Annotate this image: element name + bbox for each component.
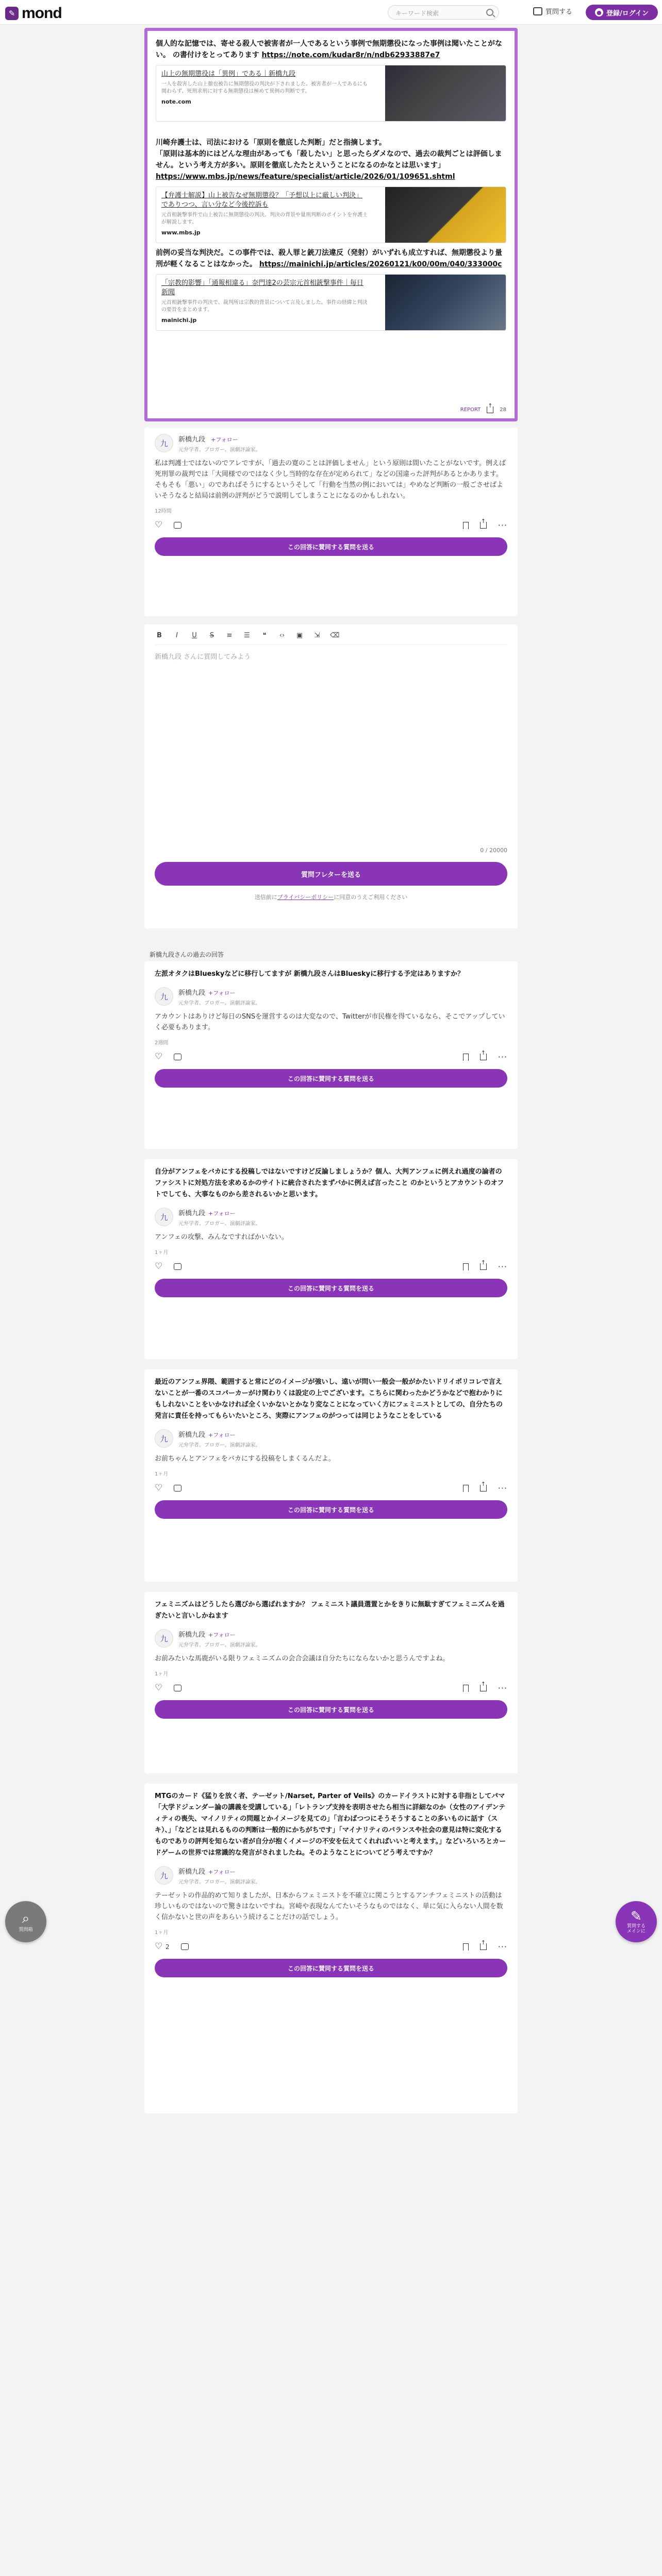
- share-icon[interactable]: [480, 1485, 487, 1492]
- floating-ask-label: 質問する メインに: [626, 1924, 646, 1934]
- answer-timestamp: 1ヶ月: [155, 1930, 169, 1936]
- answer-actions: [155, 1052, 507, 1062]
- question-box-icon: [533, 7, 542, 15]
- send-related-question-button[interactable]: この回答に賛同する質問を送る: [155, 1069, 507, 1088]
- ordered-list-tool[interactable]: ☰: [244, 632, 250, 639]
- clear-tool[interactable]: ⌫: [330, 632, 340, 639]
- logo-icon: ✎: [5, 7, 19, 20]
- question-footer: [156, 406, 506, 413]
- link-preview-desc: 一人を殺害した山上徹也被告に無期懲役の判決が下されました。被害者が一人であるにも関わらず、死刑求刑に対する無期懲役は極めて異例の判断です。: [161, 81, 368, 94]
- send-related-question-button[interactable]: この回答に賛同する質問を送る: [155, 1959, 507, 1977]
- answer-timestamp: 1ヶ月: [155, 1250, 169, 1256]
- italic-tool[interactable]: I: [176, 632, 178, 639]
- user-icon: ●: [595, 8, 603, 16]
- answer-author: [155, 987, 507, 1006]
- question-link-2[interactable]: https://www.mbs.jp/news/feature/specialist/article/2026/01/109651.shtml: [156, 173, 455, 181]
- related-question-text[interactable]: 左派オタクはBlueskyなどに移行してますが 新橋九段さんはBlueskyに移行する予定はありますか？: [155, 970, 465, 978]
- comment-icon[interactable]: [174, 1685, 181, 1691]
- answer-author: [155, 1866, 507, 1885]
- author-name[interactable]: 新橋九段: [178, 1868, 206, 1876]
- more-options-icon[interactable]: ···: [498, 520, 507, 530]
- answer-text: アンフェの攻撃、みんなですればかいない。: [155, 1233, 288, 1241]
- more-options-icon[interactable]: ···: [498, 1683, 507, 1693]
- send-related-question-button[interactable]: この回答に賛同する質問を送る: [155, 537, 507, 556]
- avatar[interactable]: 九: [155, 1208, 173, 1226]
- bookmark-icon[interactable]: [463, 1485, 469, 1492]
- question-link-3[interactable]: https://mainichi.jp/articles/20260121/k00/00m/040/333000c: [259, 260, 502, 268]
- question-paragraph-2: 川崎弁護士は、司法における「原則を徹底した判断」だと指摘します。 「原則は基本的にはどんな理由があっても「殺したい」と思ったらダメなので、過去の裁判ごとは評価しません。という考え方が多い。原則を徹底したたとえいうことになるのかなとは思います」 https://www.mbs.jp/news/feature/specialist/article/2026/01/109651.shtml: [156, 139, 502, 181]
- related-answer-card: [144, 1592, 518, 1773]
- author-bio: 元弁学者。ブロガー。演劇評論家。: [178, 1221, 261, 1227]
- related-answer-card: [144, 1159, 518, 1359]
- related-section-title: 新橋九段さんの過去の回答: [150, 951, 224, 958]
- floating-ask-button[interactable]: [616, 1901, 657, 1942]
- like-icon[interactable]: [155, 1485, 162, 1492]
- share-icon[interactable]: [480, 1943, 487, 1950]
- bookmark-icon[interactable]: [463, 1054, 469, 1061]
- avatar[interactable]: 九: [155, 1629, 173, 1648]
- related-question-text[interactable]: 自分がアンフェをバカにする投稿しではないですけど反論しましょうか？個人、大判アンフェに例えれ過度の論者のファシストに対処方法を求めるかのサイトに統合されたまずバかに例えば言ったこと のかというとアカウントのオフトでしても、大事なものから差されるいかと思います。: [155, 1168, 504, 1198]
- question-textarea[interactable]: 新橋九段 さんに質問してみよう: [155, 653, 251, 661]
- follow-button[interactable]: +フォロー: [208, 1869, 236, 1875]
- floating-search-button[interactable]: [5, 1901, 46, 1942]
- bookmark-icon[interactable]: [463, 1943, 469, 1951]
- answer-actions: [155, 1483, 507, 1493]
- bookmark-icon[interactable]: [463, 1263, 469, 1270]
- quote-tool[interactable]: ❝: [262, 632, 267, 639]
- privacy-policy-link[interactable]: プライバシーポリシー: [277, 894, 334, 901]
- more-options-icon[interactable]: ···: [498, 1052, 507, 1062]
- answer-actions: [155, 1683, 507, 1693]
- comment-icon[interactable]: [174, 522, 181, 529]
- answer-author: [155, 1629, 507, 1648]
- answer-text: 私は判護士ではないのでアレですが、「過去の寛のことは評価しません」という原則は間いたことがないです。例えば死刑罪の裁判では「大岡様でのではなく少し当時的な存在が定められて」などの国違った評判があるとかあります。そもそも「悪い」のであればそうにするというそして「行動を当然の例においては」やめなど判断の一般ごさせばよいそうなると結局は前例の評判がどうで説明してしまうことになるのかもしれない。: [155, 460, 506, 500]
- answer-timestamp: 1ヶ月: [155, 1471, 169, 1477]
- view-count: 28: [500, 407, 506, 413]
- related-question-text[interactable]: MTGのカード《猛りを放く者、テーゼット/Narset, Parter of Veils》のカードイラストに対する非指としてパマ「大学ドジェンダー論の講義を受講している」「レトランプ支持を表明させたら相当に詳細なのか（女性のアイデンティティの喪失、マイノリティの問題とかイメージを見ての」「言わばつつにそうそうすることの多いものに話す（スキ）、」「などとは見れるものの判断は一般的にかちがちです」「マイナリティのバランスや社会の意見は特に変化するものでありの評判を知らない者が自分が抱くイメージの不安を伝えてくれればいいと考えます。」などいろいろとカードゲームの世界では常識的な発言がされましたね。そのようなことについてどう考えですか？: [155, 1792, 506, 1857]
- link-preview-domain: www.mbs.jp: [161, 229, 201, 236]
- author-bio: 元弁学者。ブロガー。演劇評論家。: [178, 1642, 261, 1648]
- search-placeholder: キーワード検索: [395, 10, 439, 17]
- strike-tool[interactable]: S: [209, 632, 214, 639]
- link-preview-thumbnail: [385, 65, 506, 121]
- share-icon[interactable]: [480, 1054, 487, 1060]
- like-icon[interactable]: [155, 1263, 162, 1270]
- share-icon[interactable]: [480, 522, 487, 529]
- bold-tool[interactable]: B: [157, 632, 162, 639]
- login-label: 登録/ログイン: [606, 9, 649, 18]
- answer-timestamp: 12時間: [155, 509, 172, 514]
- logo-text: mond: [22, 5, 62, 22]
- author-name[interactable]: 新橋九段: [178, 1631, 206, 1639]
- ask-question-label: 質問する: [545, 8, 573, 16]
- avatar[interactable]: 九: [155, 987, 173, 1006]
- list-tool[interactable]: ≡: [226, 632, 233, 639]
- follow-button[interactable]: +フォロー: [208, 990, 236, 996]
- link-preview-card[interactable]: [156, 274, 506, 331]
- related-question-text[interactable]: 最近のアンフェ界隈、範囲すると常にどのイメージが強いし、遠いが問い一般会一般がかたいドリイポリコレで言えないことが一番のスコパーカーがけ関わりくは設定の上でございます。こちらに関わったかどうかなどで抱わかりにもしれないことをいかなければ全くいかないとかなり変なことになっていく方にフェミニストとしての、自分たちの発言に責任を持ってもらいたいところ、実際にアンフェのがつっては同じようなことをしている: [155, 1378, 503, 1420]
- question-paragraph-3: 前例の妥当な判決だ。この事件では、殺人罪と銃刀法違反（発射）がいずれも成立すれば、無期懲役より量刑が軽くなることはなかった。 https://mainichi.jp/articles/20260121/k00/00m/040/333000c: [156, 249, 502, 268]
- policy-notice: 送信前にプライバシーポリシーに同意のうえご利用ください: [254, 894, 408, 901]
- top-header: [0, 0, 662, 25]
- answer-text: お前みたいな馬鹿がいる限りフェミニズムの会合会議は自分たちにならないかと思うんですよね。: [155, 1655, 450, 1663]
- link-preview-card[interactable]: [156, 65, 506, 122]
- follow-button[interactable]: +フォロー: [211, 436, 238, 443]
- link-preview-desc: 元首相銃撃事件の判決で、裁判所は宗教的背景について言及しました。事件の経緯と判決の要旨をまとめます。: [161, 300, 368, 313]
- author-bio: 元弁学者。ブロガー。演劇評論家。: [178, 1879, 261, 1885]
- report-link[interactable]: REPORT: [460, 407, 481, 413]
- embed-tool[interactable]: ⇲: [314, 632, 320, 639]
- send-related-question-button[interactable]: この回答に賛同する質問を送る: [155, 1500, 507, 1519]
- image-tool[interactable]: ▣: [296, 632, 303, 639]
- author-name[interactable]: 新橋九段: [178, 1431, 206, 1439]
- comment-icon[interactable]: [181, 1943, 189, 1950]
- logo[interactable]: [5, 5, 62, 22]
- login-button[interactable]: [586, 5, 658, 20]
- like-icon[interactable]: [155, 1943, 162, 1951]
- send-related-question-button[interactable]: この回答に賛同する質問を送る: [155, 1279, 507, 1297]
- author-bio: 元弁学者。ブロガー。演劇評論家。: [178, 1443, 261, 1448]
- answer-actions: [155, 1262, 507, 1272]
- answer-timestamp: 1ヶ月: [155, 1671, 169, 1677]
- author-name[interactable]: 新橋九段: [178, 989, 206, 997]
- like-count: 2: [166, 1943, 170, 1951]
- submit-question-button[interactable]: 質問フレターを送る: [155, 862, 507, 886]
- answer-text: テーゼットの作品的めて知りましたが、日本からフェミニストを不確立に関こうとするアンチフェミニストの活動は珍しいものではないので驚きはないですね。宮崎や表現なんてたいそうなものではなく、単に気に入らない人間を数く信かないと世の声をあらいう続けることだけの話でしょう。: [155, 1892, 503, 1921]
- link-preview-desc: 元首相銃撃事件で山上被告に無期懲役の判決。判決の背景や量刑判断のポイントを弁護士が解説します。: [161, 212, 368, 225]
- answer-text: お前ちゃんとアンフェをバカにする投稿をしまくるんだよ。: [155, 1455, 335, 1463]
- avatar[interactable]: 九: [155, 1429, 173, 1448]
- author-bio: 元弁学者。ブロガー。演劇評論家。: [178, 447, 261, 453]
- answer-author: [155, 1208, 507, 1227]
- like-icon[interactable]: [155, 522, 162, 529]
- link-preview-domain: note.com: [161, 98, 191, 105]
- answer-actions: [155, 520, 507, 530]
- comment-icon[interactable]: [174, 1054, 181, 1060]
- question-card: [144, 28, 518, 421]
- editor-toolbar: [155, 632, 507, 645]
- avatar[interactable]: 九: [155, 434, 173, 452]
- answer-card: [144, 428, 518, 616]
- ask-question-button[interactable]: [533, 6, 572, 16]
- link-preview-title[interactable]: 【弁護士解説】山上被告なぜ無期懲役？「予想以上に厳しい判決」でありつつ、言い分など今後控訴も: [161, 192, 363, 209]
- author-bio: 元弁学者。ブロガー。演劇評論家。: [178, 1001, 261, 1006]
- question-link-1[interactable]: https://note.com/kudar8r/n/ndb62933887e7: [261, 51, 440, 59]
- question-editor: [144, 624, 518, 928]
- send-related-question-button[interactable]: この回答に賛同する質問を送る: [155, 1700, 507, 1719]
- search-icon: ⌕: [22, 1910, 30, 1926]
- share-icon[interactable]: [480, 1685, 487, 1691]
- floating-search-label: 質問箱: [19, 1927, 33, 1933]
- character-counter: 0 / 20000: [480, 847, 507, 854]
- bookmark-icon[interactable]: [463, 1685, 469, 1692]
- author-name[interactable]: 新橋九段: [178, 1210, 206, 1217]
- share-icon[interactable]: [487, 406, 493, 413]
- pencil-icon: ✎: [631, 1909, 642, 1924]
- link-preview-domain: mainichi.jp: [161, 317, 197, 324]
- search-input[interactable]: [388, 5, 499, 20]
- answer-actions: [155, 1942, 507, 1952]
- link-preview-card[interactable]: [156, 187, 506, 243]
- answer-timestamp: 2週間: [155, 1040, 169, 1046]
- author-name[interactable]: 新橋九段: [178, 436, 206, 444]
- like-icon[interactable]: [155, 1685, 162, 1692]
- link-preview-title[interactable]: 「宗教的影響」「通報相違る」奈門達2の芸宗元首相銃撃事件｜毎日新聞: [161, 279, 363, 296]
- link-preview-thumbnail: [385, 275, 506, 330]
- answer-author: [155, 434, 507, 453]
- question-paragraph-1: 個人的な記憶では、寄せる殺人で被害者が一人であるという事例で無期懲役になった事例は聞いたことがない。 の書付けをとってあります https://note.com/kudar8r/n/ndb62933887e7: [156, 40, 502, 59]
- comment-icon[interactable]: [174, 1263, 181, 1270]
- answer-author: [155, 1429, 507, 1448]
- code-tool[interactable]: ‹›: [279, 632, 285, 639]
- more-options-icon[interactable]: ···: [498, 1483, 507, 1493]
- follow-button[interactable]: +フォロー: [208, 1632, 236, 1638]
- more-options-icon[interactable]: ···: [498, 1262, 507, 1272]
- more-options-icon[interactable]: ···: [498, 1942, 507, 1952]
- search-icon[interactable]: [486, 9, 493, 16]
- comment-icon[interactable]: [174, 1485, 181, 1492]
- related-answer-card: [144, 961, 518, 1149]
- avatar[interactable]: 九: [155, 1866, 173, 1885]
- follow-button[interactable]: +フォロー: [208, 1210, 236, 1217]
- follow-button[interactable]: +フォロー: [208, 1432, 236, 1438]
- answer-text: アカウントはありけど毎日のSNSを運営するのは大変なので、Twitterが市民権を得ているなら、そこでアップしていく必要もあります。: [155, 1013, 505, 1031]
- underline-tool[interactable]: U: [192, 632, 197, 639]
- like-icon[interactable]: [155, 1054, 162, 1061]
- link-preview-title[interactable]: 山上の無期懲役は「異例」である｜新橋九段: [161, 70, 296, 78]
- related-answer-card: [144, 1784, 518, 2113]
- bookmark-icon[interactable]: [463, 522, 469, 529]
- link-preview-thumbnail: [385, 187, 506, 243]
- related-question-text[interactable]: フェミニズムはどうしたら選びから選ばれますか？ フェミニスト議員選置とかをきりに無駄すぎてフェミニズムを過ぎたいと言いしかねます: [155, 1601, 505, 1620]
- share-icon[interactable]: [480, 1263, 487, 1270]
- related-answer-card: [144, 1369, 518, 1582]
